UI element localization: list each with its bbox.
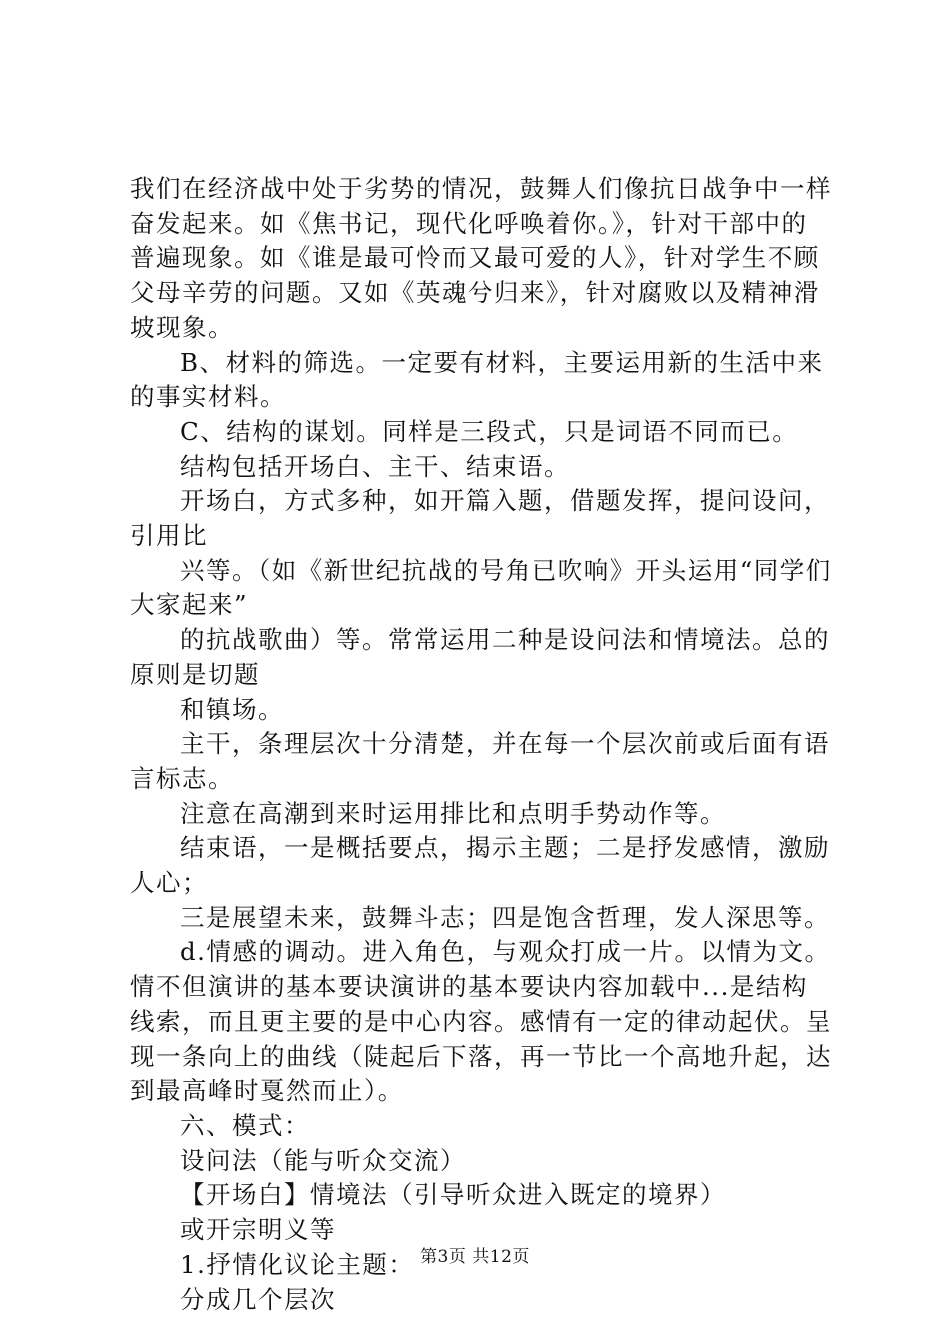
paragraph: d.情感的调动。进入角色，与观众打成一片。以情为文。情不但演讲的基本要诀演讲的基本要诀内容加载中...是结构线索，而且更主要的是中心内容。感情有一定的律动起伏。呈现一条向上的曲线（陡起后下落，再一节比一个高地升起，达到最高峰时戛然而止）。	[130, 937, 832, 1106]
paragraph: 结束语，一是概括要点，揭示主题；二是抒发感情，激励人心；	[130, 833, 830, 898]
paragraph: 【开场白】情境法（引导听众进入既定的境界）	[180, 1180, 726, 1210]
paragraph: 分成几个层次	[180, 1284, 336, 1314]
document-body	[130, 172, 832, 1317]
paragraph: 的抗战歌曲）等。常常运用二种是设问法和情境法。总的原则是切题	[130, 625, 830, 689]
page-footer: 第3页 共12页	[420, 1247, 530, 1267]
paragraph: 或开宗明义等	[180, 1215, 336, 1245]
paragraph: 主干，条理层次十分清楚，并在每一个层次前或后面有语言标志。	[130, 729, 830, 793]
paragraph: 设问法（能与听众交流）	[180, 1145, 466, 1175]
paragraph: 开场白，方式多种，如开篇入题，借题发挥，提问设问，引用比	[130, 486, 830, 551]
paragraph: 兴等。（如《新世纪抗战的号角已吹响》开头运用“同学们大家起来”	[130, 555, 832, 620]
paragraph: 和镇场。	[180, 694, 284, 724]
paragraph: C、结构的谋划。同样是三段式，只是词语不同而已。	[180, 416, 799, 446]
paragraph: 我们在经济战中处于劣势的情况，鼓舞人们像抗日战争中一样奋发起来。如《焦书记，现代化呼唤着你。》，针对干部中的普遍现象。如《谁是最可怜而又最可爱的人》，针对学生不顾父母辛劳的问题。又如《英魂兮归来》，针对腐败以及精神滑坡现象。	[130, 174, 832, 342]
paragraph: 1.抒情化议论主题：	[180, 1249, 415, 1279]
paragraph: 三是展望未来，鼓舞斗志；四是饱含哲理，发人深思等。	[180, 902, 830, 932]
paragraph: 注意在高潮到来时运用排比和点明手势动作等。	[180, 798, 726, 828]
paragraph: 六、模式：	[180, 1110, 310, 1140]
paragraph: B、材料的筛选。一定要有材料，主要运用新的生活中来的事实材料。	[130, 347, 824, 412]
paragraph: 结构包括开场白、主干、结束语。	[180, 451, 570, 481]
